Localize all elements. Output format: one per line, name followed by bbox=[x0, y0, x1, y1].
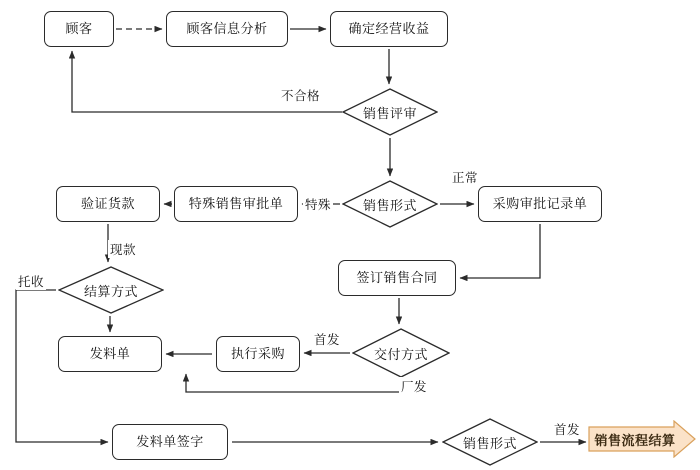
node-label: 结算方式 bbox=[83, 283, 138, 299]
edge-label-special: 特殊 bbox=[303, 195, 333, 213]
edge-label-first-send-2: 首发 bbox=[552, 420, 582, 438]
node-verify-payment[interactable] bbox=[56, 186, 160, 222]
node-delivery-method[interactable] bbox=[352, 328, 450, 378]
node-label: 顾客信息分析 bbox=[186, 20, 268, 36]
node-label: 确定经营收益 bbox=[348, 20, 430, 36]
node-label: 验证货款 bbox=[80, 195, 135, 211]
end-banner-sales-settlement[interactable] bbox=[588, 420, 696, 458]
node-sales-form-2[interactable] bbox=[442, 418, 538, 466]
node-issue-slip[interactable] bbox=[58, 336, 162, 372]
node-label: 签订销售合同 bbox=[356, 269, 438, 285]
end-banner-label: 销售流程结算 bbox=[594, 432, 676, 448]
node-settlement-method[interactable] bbox=[58, 266, 164, 314]
node-label: 销售形式 bbox=[462, 435, 517, 451]
edge-purchase-to-contract bbox=[460, 224, 540, 278]
node-label: 采购审批记录单 bbox=[492, 195, 588, 211]
node-sales-review[interactable] bbox=[342, 88, 438, 136]
edge-label-unqualified: 不合格 bbox=[279, 86, 322, 104]
edge-label-cash: 现款 bbox=[108, 240, 138, 258]
node-execute-purchase[interactable] bbox=[216, 336, 300, 372]
node-sign-sales-contract[interactable] bbox=[338, 260, 456, 296]
node-customer-info-analysis[interactable] bbox=[166, 11, 288, 47]
node-label: 交付方式 bbox=[373, 346, 428, 362]
node-determine-operating-gain[interactable] bbox=[330, 11, 448, 47]
node-label: 发料单 bbox=[89, 345, 131, 361]
node-label: 销售评审 bbox=[362, 105, 417, 121]
node-label: 发料单签字 bbox=[136, 433, 204, 449]
node-sales-form[interactable] bbox=[342, 180, 438, 228]
node-label: 特殊销售审批单 bbox=[188, 195, 284, 211]
edge-label-factory-send: 厂发 bbox=[399, 377, 429, 395]
node-label: 执行采购 bbox=[230, 345, 285, 361]
node-label: 顾客 bbox=[65, 20, 93, 36]
node-customer[interactable] bbox=[44, 11, 114, 47]
node-issue-slip-signature[interactable] bbox=[112, 424, 228, 460]
edge-label-first-send: 首发 bbox=[312, 330, 342, 348]
node-label: 销售形式 bbox=[362, 197, 417, 213]
edge-label-collection: 托收 bbox=[16, 272, 46, 290]
node-special-sales-approval-form[interactable] bbox=[174, 186, 298, 222]
edge-label-normal: 正常 bbox=[450, 168, 480, 186]
node-purchase-approval-record[interactable] bbox=[478, 186, 602, 222]
